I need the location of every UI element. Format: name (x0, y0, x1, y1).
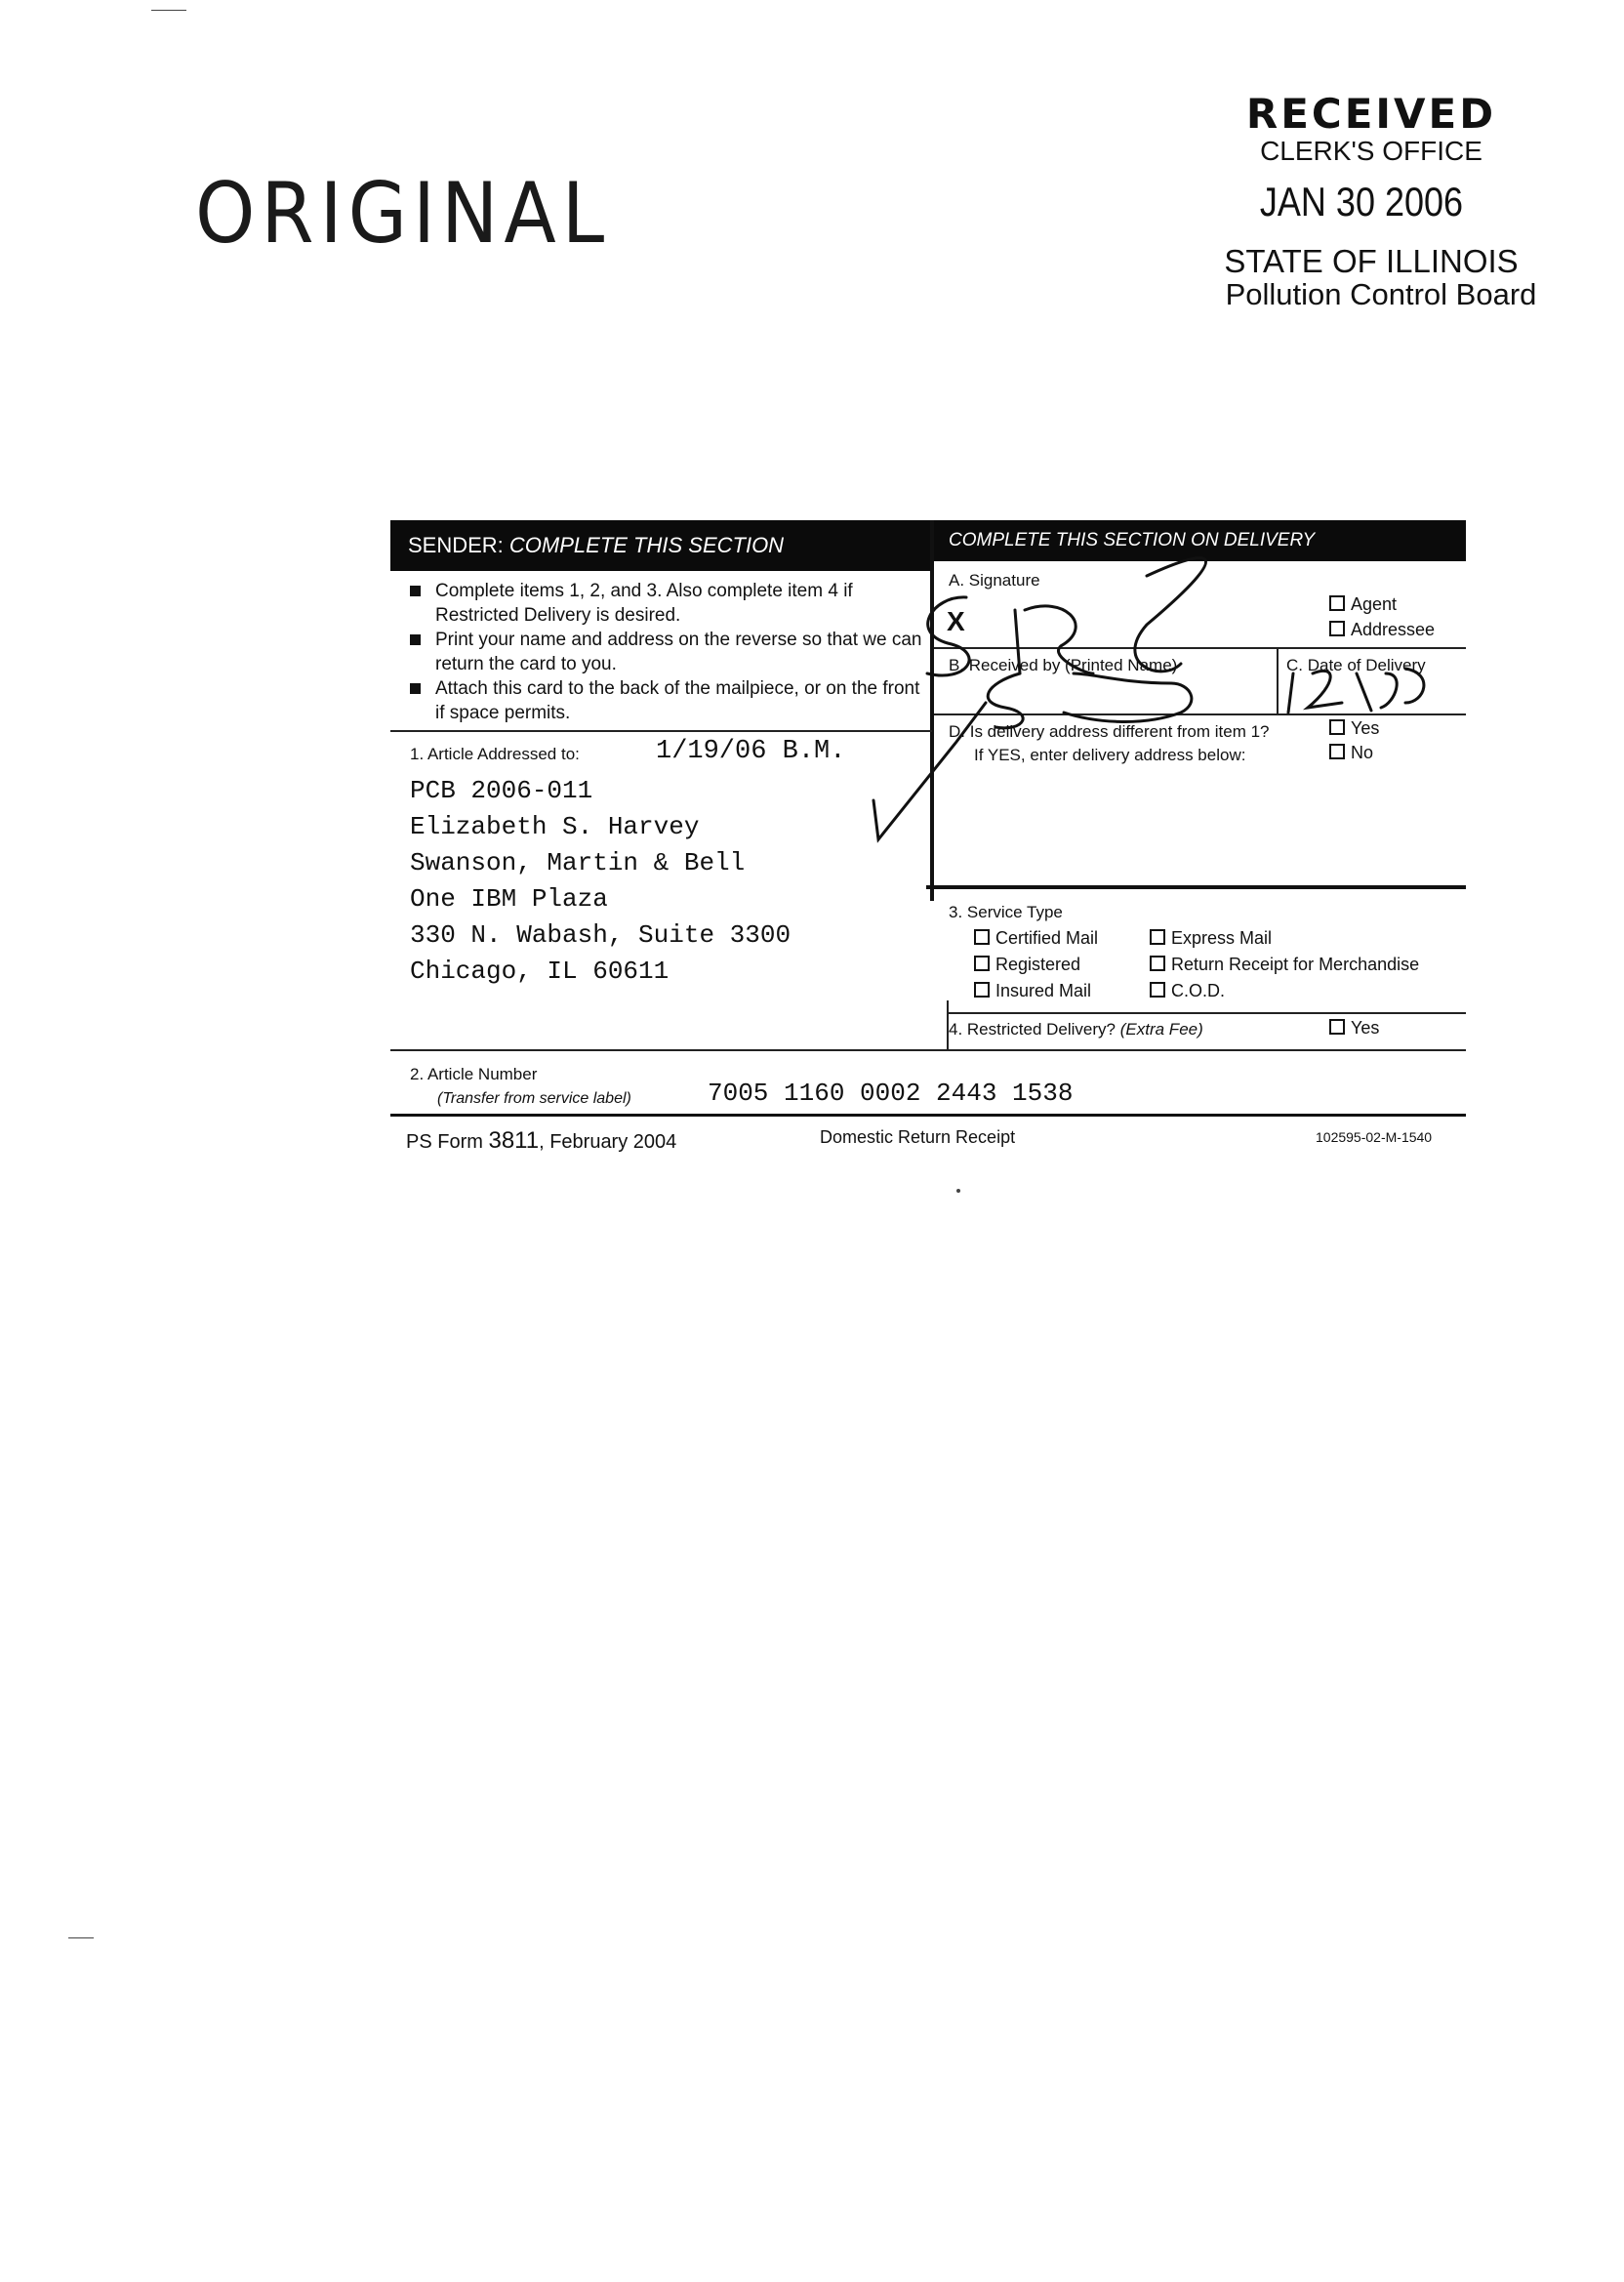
stamp-state: STATE OF ILLINOIS (1224, 243, 1519, 279)
instruction-item: Print your name and address on the reverse so that we can return the card to you. (406, 628, 923, 676)
article-addressed-note: 1/19/06 B.M. (656, 737, 846, 766)
address-no-option (1329, 743, 1373, 763)
express-checkbox[interactable] (1150, 929, 1165, 945)
address-line: PCB 2006-011 (410, 776, 593, 805)
address-if-yes: If YES, enter delivery address below: (974, 746, 1246, 764)
sender-title-italic: COMPLETE THIS SECTION (508, 533, 785, 557)
insured-label: Insured Mail (995, 981, 1092, 1000)
express-option (1150, 928, 1272, 949)
certified-option (974, 928, 1098, 949)
address-line: 330 N. Wabash, Suite 3300 (410, 920, 792, 950)
agent-option (1329, 594, 1397, 615)
return-receipt-checkbox[interactable] (1150, 956, 1165, 971)
stamp-board: Pollution Control Board (1225, 277, 1537, 311)
article-addressed-label: 1. Article Addressed to: (410, 745, 580, 763)
original-mark: ORIGINAL (195, 166, 611, 263)
addressee-label: Addressee (1351, 620, 1436, 639)
section-divider (930, 520, 934, 901)
restricted-yes-checkbox[interactable] (1329, 1019, 1345, 1035)
received-stamp (1161, 90, 1542, 311)
form-id (406, 1127, 676, 1155)
sender-section-header (390, 520, 932, 571)
restricted-delivery-fee: (Extra Fee) (1119, 1020, 1203, 1039)
address-yes-option (1329, 718, 1379, 739)
cod-checkbox[interactable] (1150, 982, 1165, 998)
address-line: One IBM Plaza (410, 884, 608, 914)
express-label: Express Mail (1171, 928, 1273, 948)
registered-checkbox[interactable] (974, 956, 990, 971)
service-type-label: 3. Service Type (949, 903, 1063, 921)
return-receipt-label: Return Receipt for Merchandise (1171, 955, 1420, 974)
signature-x: X (947, 606, 965, 636)
form-number: 3811 (488, 1127, 540, 1154)
scan-artifact (68, 1937, 94, 1938)
signature-label: A. Signature (949, 571, 1040, 590)
article-number: 7005 1160 0002 2443 1538 (708, 1079, 1074, 1108)
divider (1277, 647, 1279, 715)
form-date: , February 2004 (539, 1131, 677, 1153)
registered-label: Registered (995, 955, 1081, 974)
cod-option (1150, 981, 1225, 1001)
restricted-delivery-text: 4. Restricted Delivery? (949, 1020, 1116, 1039)
divider (947, 1012, 1466, 1014)
divider (934, 713, 1466, 715)
sender-instructions (406, 579, 923, 725)
address-line: Swanson, Martin & Bell (410, 848, 746, 877)
yes-checkbox[interactable] (1329, 719, 1345, 735)
registered-option (974, 955, 1080, 975)
stamp-date: JAN 30 2006 (1259, 178, 1464, 224)
article-number-sub: (Transfer from service label) (437, 1090, 631, 1107)
restricted-delivery-label (949, 1020, 1203, 1039)
address-line: Elizabeth S. Harvey (410, 812, 700, 841)
divider (390, 1049, 1466, 1051)
scan-artifact (956, 1189, 960, 1193)
certified-label: Certified Mail (995, 928, 1099, 948)
stamp-clerk-office: CLERK'S OFFICE (1260, 136, 1482, 166)
form-code: 102595-02-M-1540 (1316, 1129, 1433, 1145)
address-line: Chicago, IL 60611 (410, 957, 670, 986)
return-receipt-option (1150, 955, 1419, 975)
insured-option (974, 981, 1091, 1001)
date-of-delivery-label: C. Date of Delivery (1286, 656, 1426, 674)
restricted-yes-label: Yes (1351, 1018, 1380, 1038)
instruction-item: Complete items 1, 2, and 3. Also complete item 4 if Restricted Delivery is desired. (406, 579, 923, 628)
agent-checkbox[interactable] (1329, 595, 1345, 611)
restricted-yes-option (1329, 1018, 1379, 1039)
scan-artifact (151, 10, 186, 11)
cod-label: C.O.D. (1171, 981, 1226, 1000)
no-label: No (1351, 743, 1374, 762)
instruction-item: Attach this card to the back of the mailpiece, or on the front if space permits. (406, 676, 923, 725)
divider (390, 1114, 1466, 1117)
divider (390, 730, 932, 732)
insured-checkbox[interactable] (974, 982, 990, 998)
form-prefix: PS Form (406, 1131, 483, 1153)
divider (934, 647, 1466, 649)
sender-title: SENDER: (408, 533, 504, 557)
delivery-section-header: COMPLETE THIS SECTION ON DELIVERY (933, 520, 1466, 561)
received-by-label: B. Received by (Printed Name) (949, 656, 1178, 674)
return-receipt-card (390, 520, 1466, 1164)
addressee-option (1329, 620, 1435, 640)
divider (926, 885, 1466, 889)
certified-checkbox[interactable] (974, 929, 990, 945)
yes-label: Yes (1351, 718, 1380, 738)
divider (947, 1000, 949, 1049)
addressee-checkbox[interactable] (1329, 621, 1345, 636)
address-different-question: D. Is delivery address different from item 1? (949, 722, 1270, 741)
stamp-received: RECEIVED (1245, 90, 1497, 138)
no-checkbox[interactable] (1329, 744, 1345, 759)
agent-label: Agent (1351, 594, 1398, 614)
article-number-label: 2. Article Number (410, 1065, 538, 1083)
form-title: Domestic Return Receipt (820, 1127, 1016, 1147)
